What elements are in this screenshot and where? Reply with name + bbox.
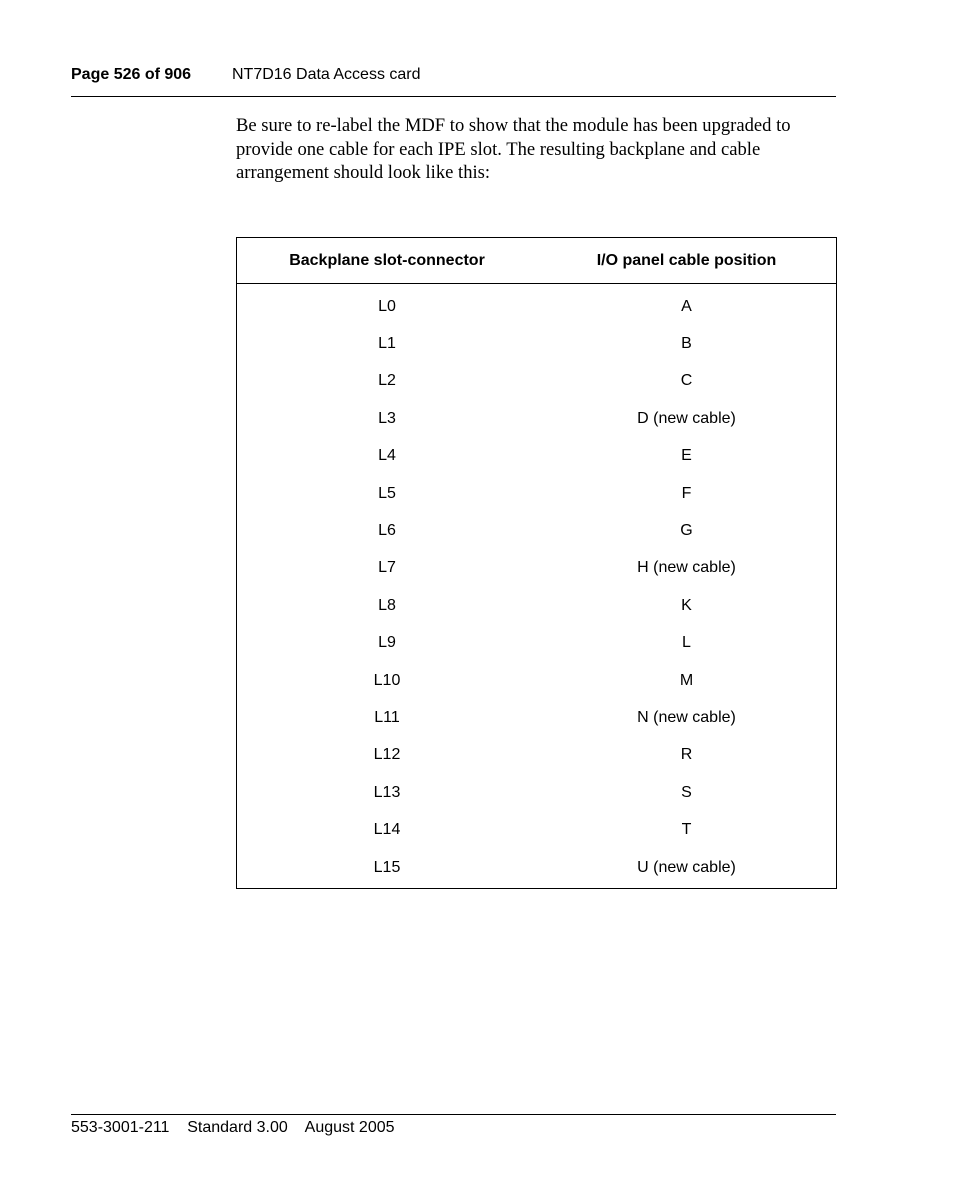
table-row <box>237 849 837 889</box>
page-header <box>71 66 836 97</box>
slot-connector-cell: L15 <box>373 858 401 876</box>
slot-connector-cell: L0 <box>378 297 396 315</box>
slot-connector-cell: L10 <box>373 671 401 689</box>
table-row <box>237 325 837 362</box>
cable-position-cell: T <box>681 821 692 839</box>
cable-position-cell: B <box>681 335 692 353</box>
slot-connector-cell: L13 <box>373 783 401 801</box>
slot-connector-cell: L7 <box>378 559 396 577</box>
intro-text: Be sure to re-label the MDF to show that the module has been upgraded to provide one cable for each IPE slot. The resulting backplane and cable arrangement should look like this: <box>236 115 791 183</box>
document-date: August 2005 <box>304 1119 395 1136</box>
table-row <box>237 587 837 624</box>
column-header-backplane: Backplane slot-connector <box>237 238 538 284</box>
table-row <box>237 363 837 400</box>
table-row <box>237 625 837 662</box>
cable-position-cell: L <box>682 634 691 652</box>
slot-connector-cell: L2 <box>378 372 396 390</box>
table-row <box>237 811 837 848</box>
page-number: Page 526 of 906 <box>71 66 192 83</box>
slot-connector-cell: L4 <box>378 447 396 465</box>
table-row <box>237 512 837 549</box>
cable-position-cell: K <box>681 596 692 614</box>
cable-position-cell: D (new cable) <box>637 409 736 427</box>
slot-connector-cell: L12 <box>373 746 401 764</box>
cable-position-cell: H (new cable) <box>637 559 736 577</box>
table-row <box>237 400 837 437</box>
table-row <box>237 699 837 736</box>
cable-position-cell: R <box>680 746 693 764</box>
table-header-row <box>237 238 837 284</box>
slot-connector-cell: L6 <box>378 522 396 540</box>
slot-connector-cell: L14 <box>373 821 401 839</box>
slot-connector-cell: L5 <box>378 484 396 502</box>
cable-position-cell: F <box>681 484 692 502</box>
slot-connector-cell: L11 <box>374 708 400 726</box>
cable-position-cell: G <box>680 522 693 540</box>
table-row <box>237 737 837 774</box>
cable-position-cell: M <box>679 671 694 689</box>
slot-connector-cell: L3 <box>378 409 396 427</box>
table-row <box>237 438 837 475</box>
cable-position-cell: N (new cable) <box>637 708 736 726</box>
document-standard: Standard 3.00 <box>187 1119 288 1136</box>
document-title: NT7D16 Data Access card <box>232 66 421 83</box>
cable-position-cell: C <box>680 372 693 390</box>
document-number: 553-3001-211 <box>71 1119 170 1136</box>
intro-paragraph <box>236 114 836 185</box>
page-footer <box>71 1114 836 1137</box>
cable-position-cell: U (new cable) <box>637 858 736 876</box>
slot-connector-cell: L8 <box>378 596 396 614</box>
table-row <box>237 284 837 326</box>
table-row <box>237 774 837 811</box>
cable-mapping-table <box>236 237 837 889</box>
table-row <box>237 550 837 587</box>
cable-position-cell: A <box>681 297 692 315</box>
table-row <box>237 475 837 512</box>
slot-connector-cell: L1 <box>378 335 396 353</box>
slot-connector-cell: L9 <box>378 634 396 652</box>
column-header-cable-position: I/O panel cable position <box>537 238 837 284</box>
cable-position-cell: S <box>681 783 692 801</box>
cable-position-cell: E <box>681 447 692 465</box>
table-row <box>237 662 837 699</box>
